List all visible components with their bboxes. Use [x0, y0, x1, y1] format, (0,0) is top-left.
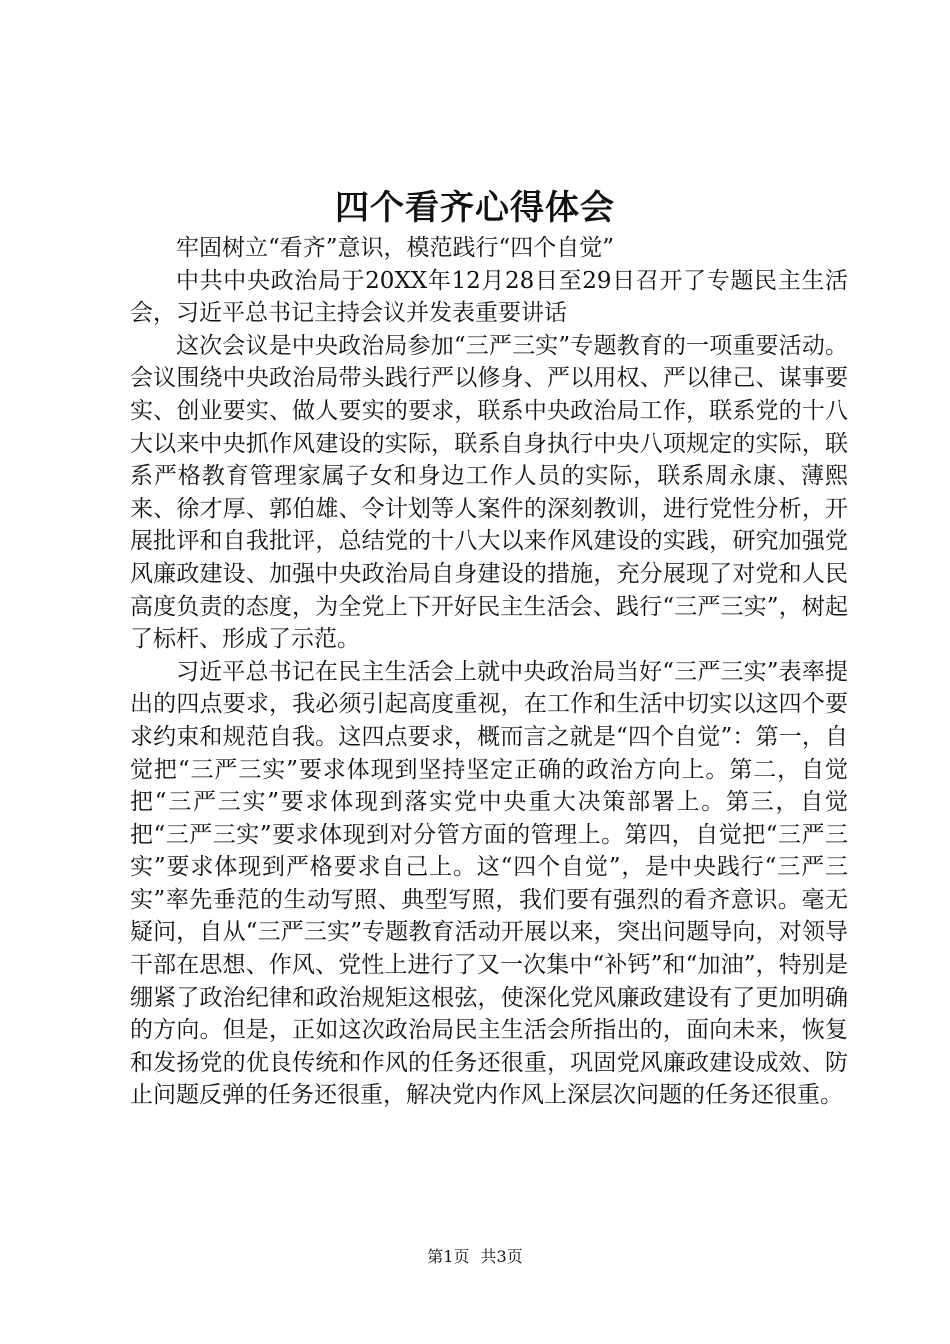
document-paragraph: 习近平总书记在民主生活会上就中央政治局当好“三严三实”表率提出的四点要求，我必须引起高度重视，在工作和生活中切实以这四个要求约束和规范自我。这四点要求，概而言之就是“四个自觉”：第一，自觉把“三严三实”要求体现到坚持坚定正确的政治方向上。第二，自觉把“三严三实”要求体现到落实党中央重大决策部署上。第三，自觉把“三严三实”要求体现到对分管方面的管理上。第四，自觉把“三严三实”要求体现到严格要求自己上。这“四个自觉”，是中央践行“三严三实”率先垂范的生动写照、典型写照，我们要有强烈的看齐意识。毫无疑问，自从“三严三实”专题教育活动开展以来，突出问题导向，对领导干部在思想、作风、党性上进行了又一次集中“补钙”和“加油”，特别是绷紧了政治纪律和政治规矩这根弦，使深化党风廉政建设有了更加明确的方向。但是，正如这次政治局民主生活会所指出的，面向未来，恢复和发扬党的优良传统和作风的任务还很重，巩固党风廉政建设成效、防止问题反弹的任务还很重，解决党内作风上深层次问题的任务还很重。 — [130, 658, 848, 1109]
document-paragraph: 中共中央政治局于20XX年12月28日至29日召开了专题民主生活会，习近平总书记主持会议并发表重要讲话 — [130, 267, 848, 327]
document-body — [130, 232, 848, 1112]
document-subtitle-paragraph: 牢固树立“看齐”意识，模范践行“四个自觉” — [176, 235, 615, 261]
page-footer — [0, 1245, 950, 1269]
page-total: 共3页 — [480, 1247, 523, 1266]
document-title: 四个看齐心得体会 — [335, 188, 615, 228]
page-number: 第1页 — [427, 1247, 470, 1266]
document-paragraph: 这次会议是中央政治局参加“三严三实”专题教育的一项重要活动。会议围绕中央政治局带头践行严以修身、严以用权、严以律己、谋事要实、创业要实、做人要实的要求，联系中央政治局工作，联系党的十八大以来中央抓作风建设的实际，联系自身执行中央八项规定的实际，联系严格教育管理家属子女和身边工作人员的实际，联系周永康、薄熙来、徐才厚、郭伯雄、令计划等人案件的深刻教训，进行党性分析，开展批评和自我批评，总结党的十八大以来作风建设的实践，研究加强党风廉政建设、加强中央政治局自身建设的措施，充分展现了对党和人民高度负责的态度，为全党上下开好民主生活会、践行“三严三实”，树起了标杆、形成了示范。 — [130, 332, 848, 653]
